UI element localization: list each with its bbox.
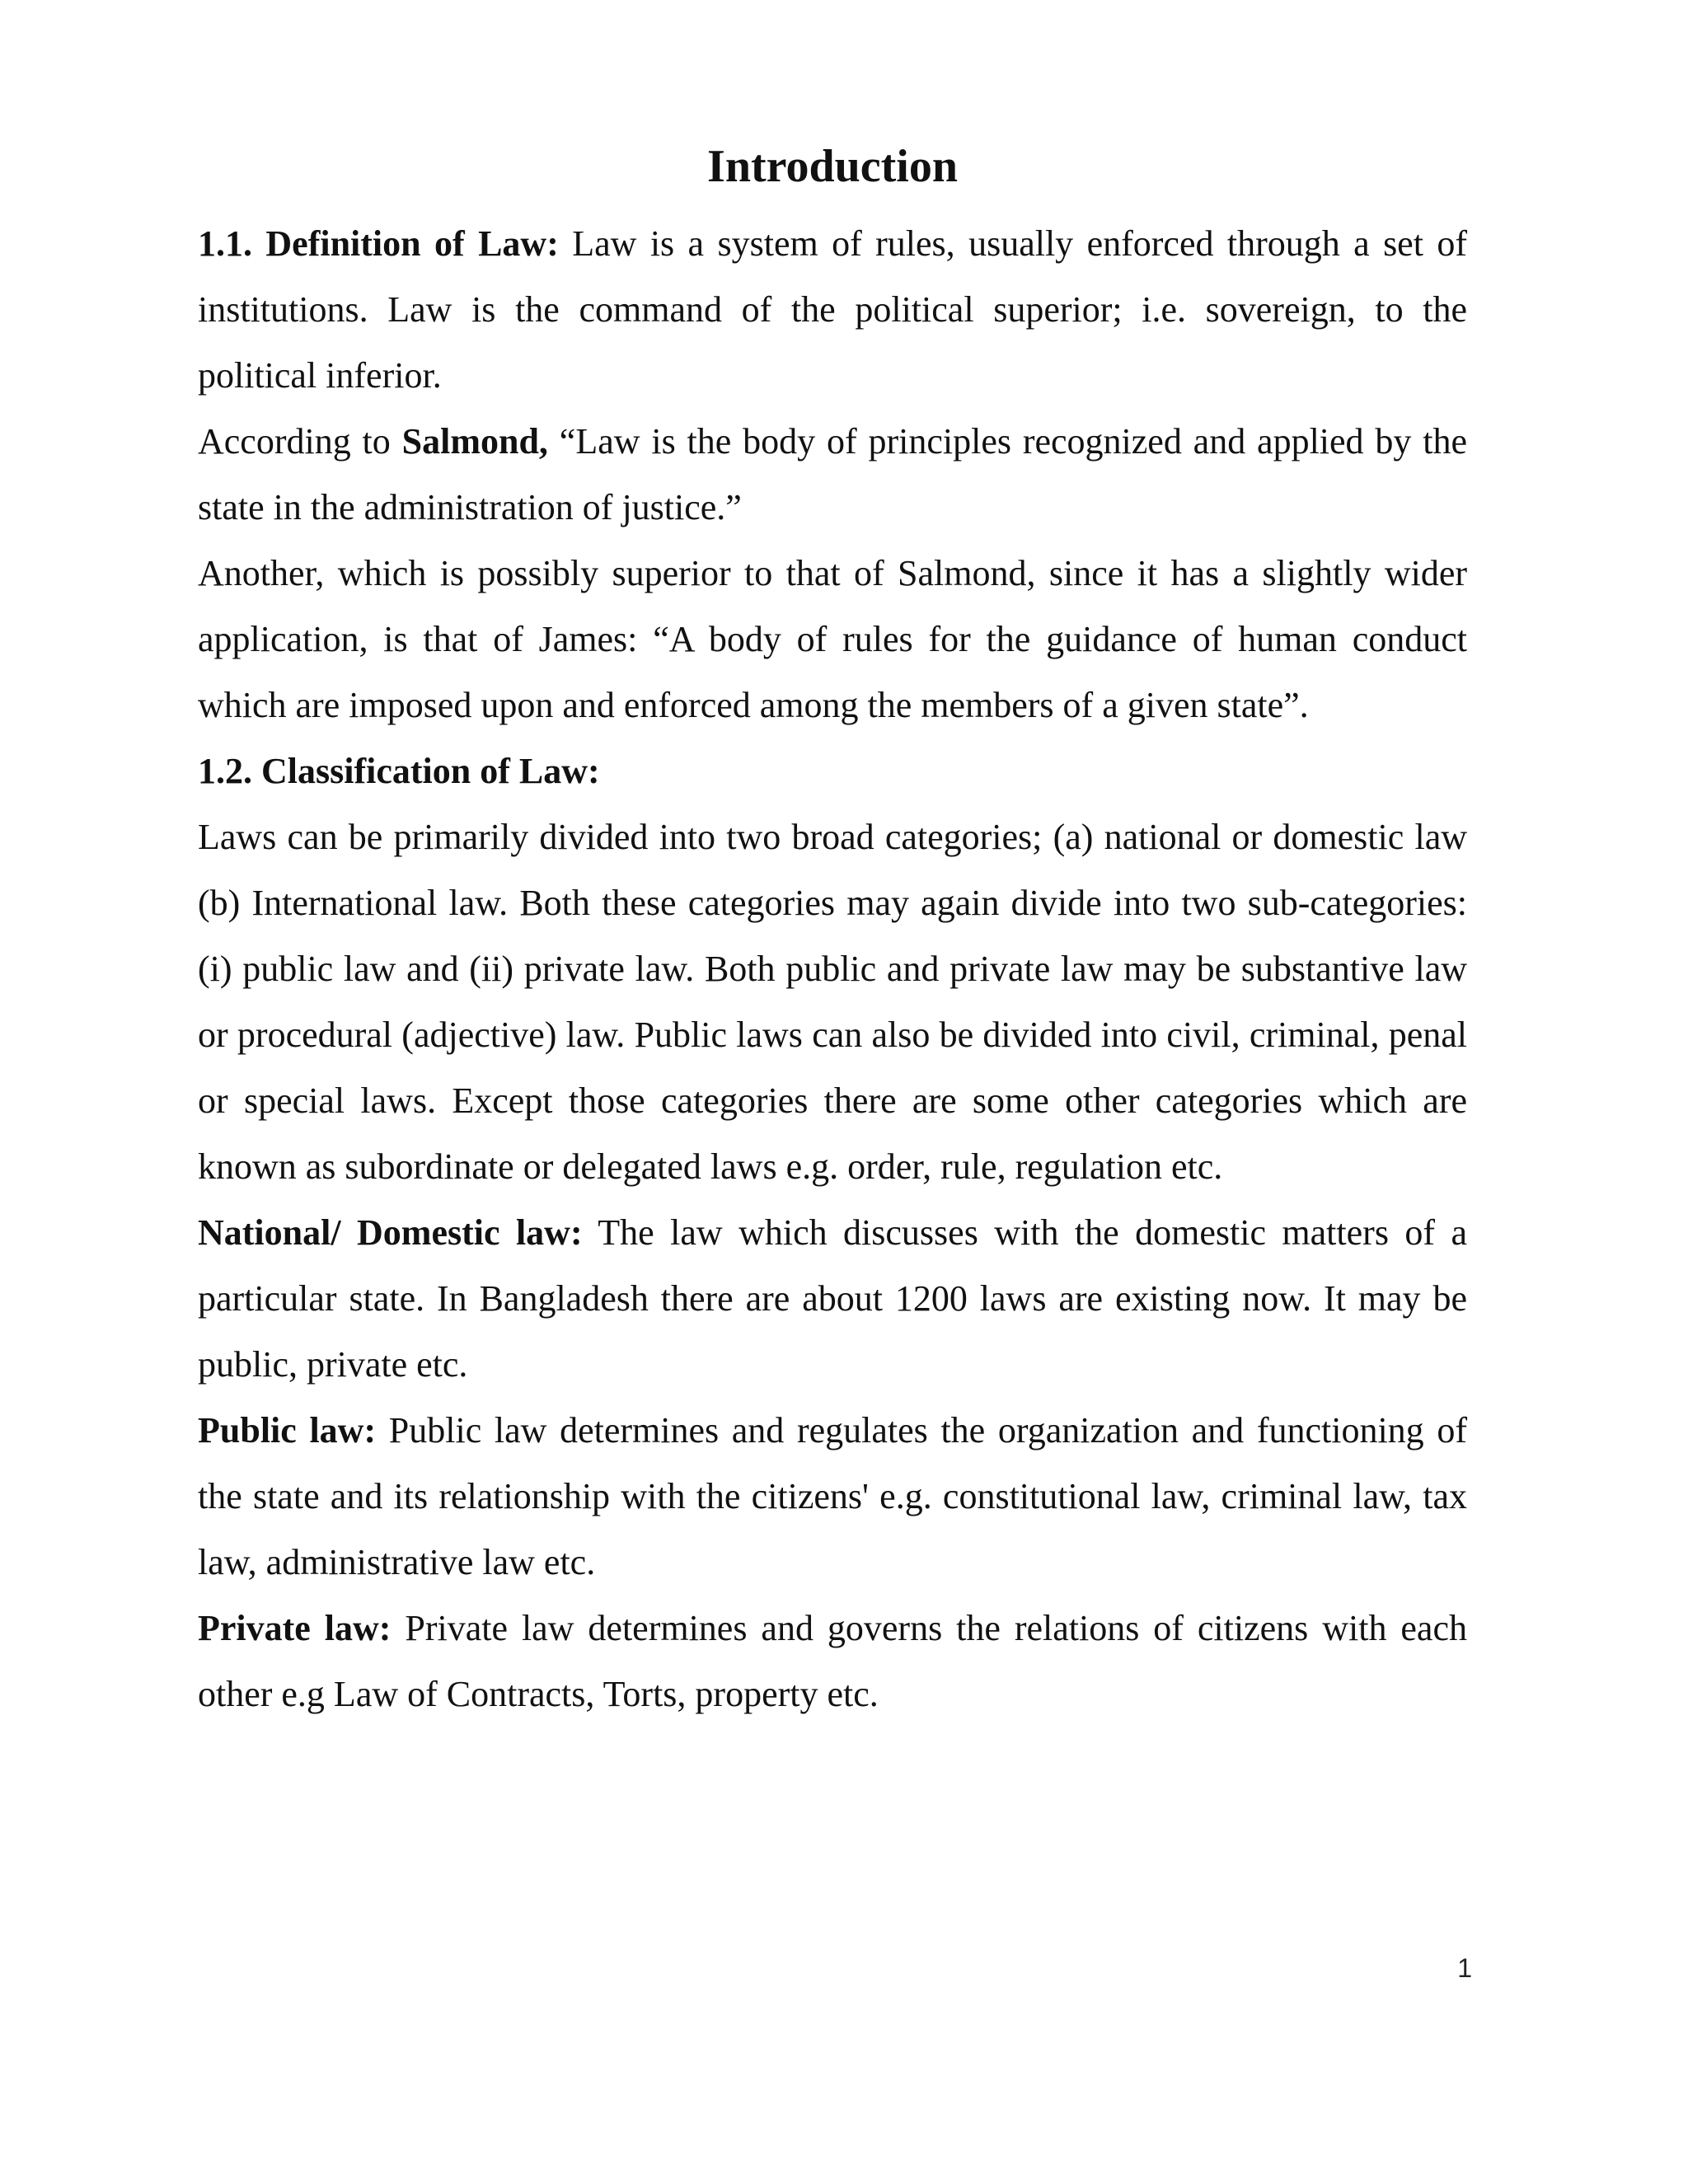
salmond-name: Salmond, (401, 421, 548, 462)
salmond-quote: “Law is the body of principles recognized and applied by the state in the administration of justice.” (198, 421, 1468, 527)
page-title: Introduction (707, 141, 958, 192)
definition-label: 1.1. Definition of Law: (198, 223, 559, 264)
national-law-paragraph (198, 1200, 1467, 1398)
private-law-label: Private law: (198, 1608, 392, 1648)
salmond-paragraph (198, 409, 1467, 541)
page-number: 1 (1457, 1953, 1472, 1983)
national-law-label: National/ Domestic law: (198, 1212, 583, 1253)
private-law-text: Private law determines and governs the relations of citizens with each other e.g Law of Contracts, Torts, property etc. (198, 1608, 1467, 1714)
salmond-prefix: According to (198, 421, 402, 462)
public-law-paragraph (198, 1398, 1467, 1596)
page-content (198, 138, 1467, 1727)
definition-paragraph (198, 211, 1467, 409)
public-law-text: Public law determines and regulates the organization and functioning of the state and its relationship with the citizens' e.g. constitutional law, criminal law, tax law, administrative law etc. (198, 1410, 1467, 1582)
classification-heading: 1.2. Classification of Law: (198, 751, 600, 791)
national-law-text: The law which discusses with the domestic matters of a particular state. In Bangladesh there are about 1200 laws are existing now. It may be public, private etc. (198, 1212, 1468, 1385)
classification-paragraph: Laws can be primarily divided into two broad categories; (a) national or domestic law (b) International law. Both these categories may again divide into two sub-categories: (i) public law and (ii) private law. Both public and private law may be substantive law or procedural (adjective) law. Public laws can also be divided into civil, criminal, penal or special laws. Except those categories there are some other categories which are known as subordinate or delegated laws e.g. order, rule, regulation etc. (198, 817, 1467, 1187)
private-law-paragraph (198, 1596, 1467, 1727)
public-law-label: Public law: (198, 1410, 377, 1451)
james-paragraph: Another, which is possibly superior to that of Salmond, since it has a slightly wider application, is that of James: “A body of rules for the guidance of human conduct which are imposed upon and enforced among the members of a given state”. (198, 553, 1467, 725)
definition-text: Law is a system of rules, usually enforced through a set of institutions. Law is the command of the political superior; i.e. sovereign, to the political inferior. (198, 223, 1467, 396)
